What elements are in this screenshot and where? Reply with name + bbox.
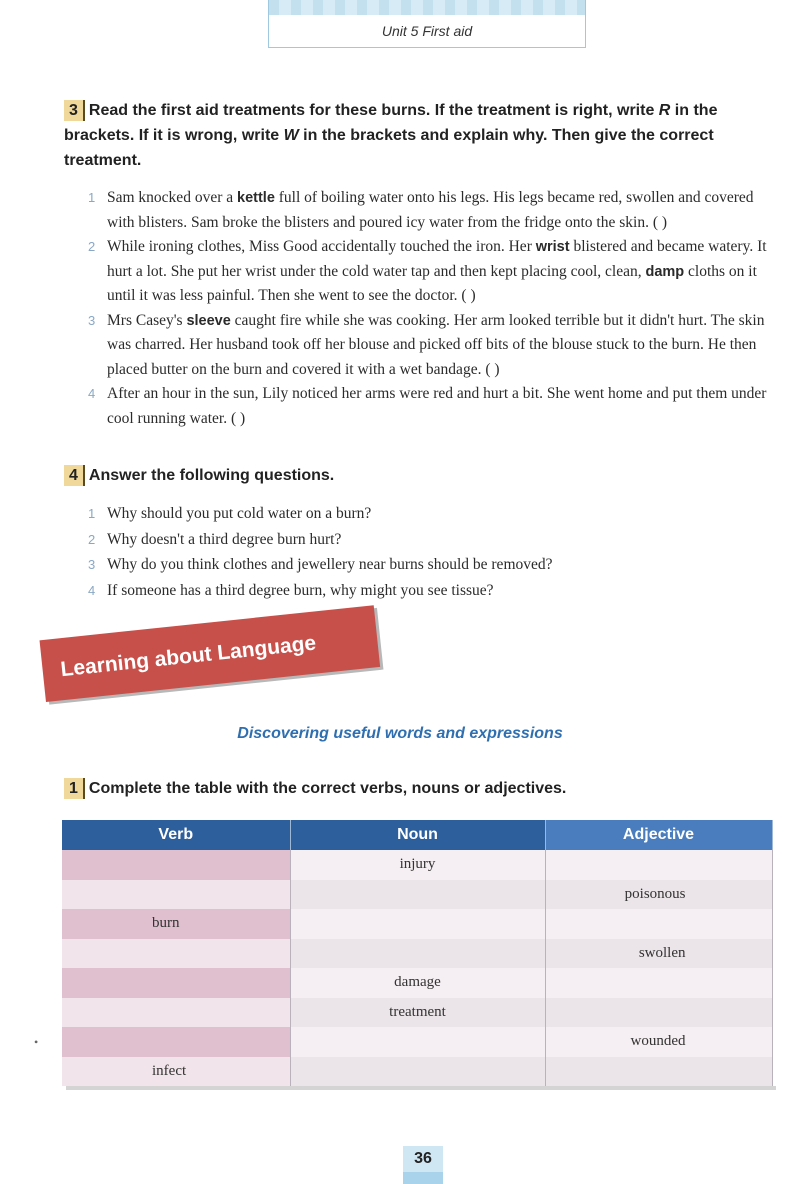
table-row bbox=[62, 998, 772, 1028]
page-number-decoration bbox=[403, 1172, 443, 1184]
task3-number: 3 bbox=[64, 100, 85, 121]
table-row bbox=[62, 939, 772, 969]
item-number: 4 bbox=[88, 386, 96, 401]
adjective-cell[interactable] bbox=[545, 909, 772, 939]
adjective-cell[interactable]: swollen bbox=[545, 939, 772, 969]
header-decoration bbox=[269, 0, 585, 15]
column-header-verb: Verb bbox=[62, 820, 290, 850]
noun-cell[interactable]: damage bbox=[290, 968, 545, 998]
page-number: 36 bbox=[403, 1146, 443, 1184]
list-item: 2 While ironing clothes, Miss Good accidentally touched the iron. Her wrist blistered and became watery. It hurt a lot. She put her wrist under the cold water tap and then kept placing cool, clean, damp cloths on it until it was less painful. Then she went to see the doctor. ( ) bbox=[88, 235, 778, 309]
noun-cell[interactable]: treatment bbox=[290, 998, 545, 1028]
verb-cell[interactable] bbox=[62, 880, 290, 910]
task3-items bbox=[88, 186, 778, 431]
list-item: 4 If someone has a third degree burn, why might you see tissue? bbox=[88, 578, 778, 604]
table-row bbox=[62, 850, 772, 880]
adjective-cell[interactable]: wounded bbox=[545, 1027, 772, 1057]
section-banner: Learning about Language bbox=[40, 605, 381, 702]
task4-number: 4 bbox=[64, 465, 85, 486]
margin-dot: • bbox=[34, 1035, 39, 1049]
verb-cell[interactable] bbox=[62, 1027, 290, 1057]
table-shadow bbox=[66, 1086, 776, 1090]
task1-number: 1 bbox=[64, 778, 85, 799]
list-item: 4 After an hour in the sun, Lily noticed her arms were red and hurt a bit. She went home and put them under cool running water. ( ) bbox=[88, 382, 778, 431]
table-row bbox=[62, 880, 772, 910]
verb-cell[interactable] bbox=[62, 968, 290, 998]
noun-cell[interactable]: injury bbox=[290, 850, 545, 880]
noun-cell[interactable] bbox=[290, 1027, 545, 1057]
item-number: 1 bbox=[88, 506, 96, 521]
item-number: 3 bbox=[88, 312, 96, 328]
item-number: 2 bbox=[88, 239, 96, 254]
keyword: sleeve bbox=[186, 312, 231, 329]
keyword: kettle bbox=[237, 190, 275, 206]
adjective-cell[interactable] bbox=[545, 1057, 772, 1087]
task1-instruction: 1 Complete the table with the correct verbs, nouns or adjectives. bbox=[64, 776, 776, 801]
list-item: 3 Why do you think clothes and jewellery near burns should be removed? bbox=[88, 552, 778, 578]
keyword: wrist bbox=[535, 239, 570, 255]
keyword: damp bbox=[645, 263, 685, 280]
noun-cell[interactable] bbox=[290, 1057, 545, 1087]
table-row bbox=[62, 968, 772, 998]
adjective-cell[interactable] bbox=[545, 850, 772, 880]
section-subtitle: Discovering useful words and expressions bbox=[237, 725, 563, 742]
table-row bbox=[62, 1027, 772, 1057]
item-number: 4 bbox=[88, 582, 96, 598]
verb-cell[interactable] bbox=[62, 850, 290, 880]
adjective-cell[interactable] bbox=[545, 968, 772, 998]
list-item: 3 Mrs Casey's sleeve caught fire while she was cooking. Her arm looked terrible but it didn't hurt. The skin was charred. Her husband took off her blouse and picked off bits of the blouse stuck to the burn. He then placed butter on the burn and covered it with a wet bandage. ( ) bbox=[88, 309, 778, 383]
noun-cell[interactable] bbox=[290, 939, 545, 969]
item-number: 2 bbox=[88, 531, 96, 547]
verb-cell[interactable]: burn bbox=[62, 909, 290, 939]
column-header-adjective: Adjective bbox=[545, 820, 772, 850]
list-item: 2 Why doesn't a third degree burn hurt? bbox=[88, 527, 778, 553]
noun-cell[interactable] bbox=[290, 909, 545, 939]
table-row bbox=[62, 909, 772, 939]
verb-cell[interactable] bbox=[62, 998, 290, 1028]
verb-cell[interactable] bbox=[62, 939, 290, 969]
table-row bbox=[62, 1057, 772, 1087]
item-number: 3 bbox=[88, 557, 96, 572]
task4-instruction: 4 Answer the following questions. bbox=[64, 463, 776, 488]
table-header-row bbox=[62, 820, 772, 850]
item-number: 1 bbox=[88, 190, 96, 205]
unit-title: Unit 5 First aid bbox=[381, 23, 473, 39]
noun-cell[interactable] bbox=[290, 880, 545, 910]
task4-questions bbox=[88, 501, 778, 603]
adjective-cell[interactable] bbox=[545, 998, 772, 1028]
adjective-cell[interactable]: poisonous bbox=[545, 880, 772, 910]
verb-cell[interactable]: infect bbox=[62, 1057, 290, 1087]
word-form-table bbox=[62, 820, 773, 1086]
column-header-noun: Noun bbox=[290, 820, 545, 850]
unit-header bbox=[268, 0, 586, 48]
list-item: 1 Why should you put cold water on a burn? bbox=[88, 501, 778, 527]
task3-instruction: 3 Read the first aid treatments for these burns. If the treatment is right, write R in the brackets. If it is wrong, write W in the brackets and explain why. Then give the correct treatment. bbox=[64, 102, 718, 169]
list-item: 1 Sam knocked over a kettle full of boiling water onto his legs. His legs became red, swollen and covered with blisters. Sam broke the blisters and poured icy water from the fridge onto the skin. ( ) bbox=[88, 186, 778, 235]
